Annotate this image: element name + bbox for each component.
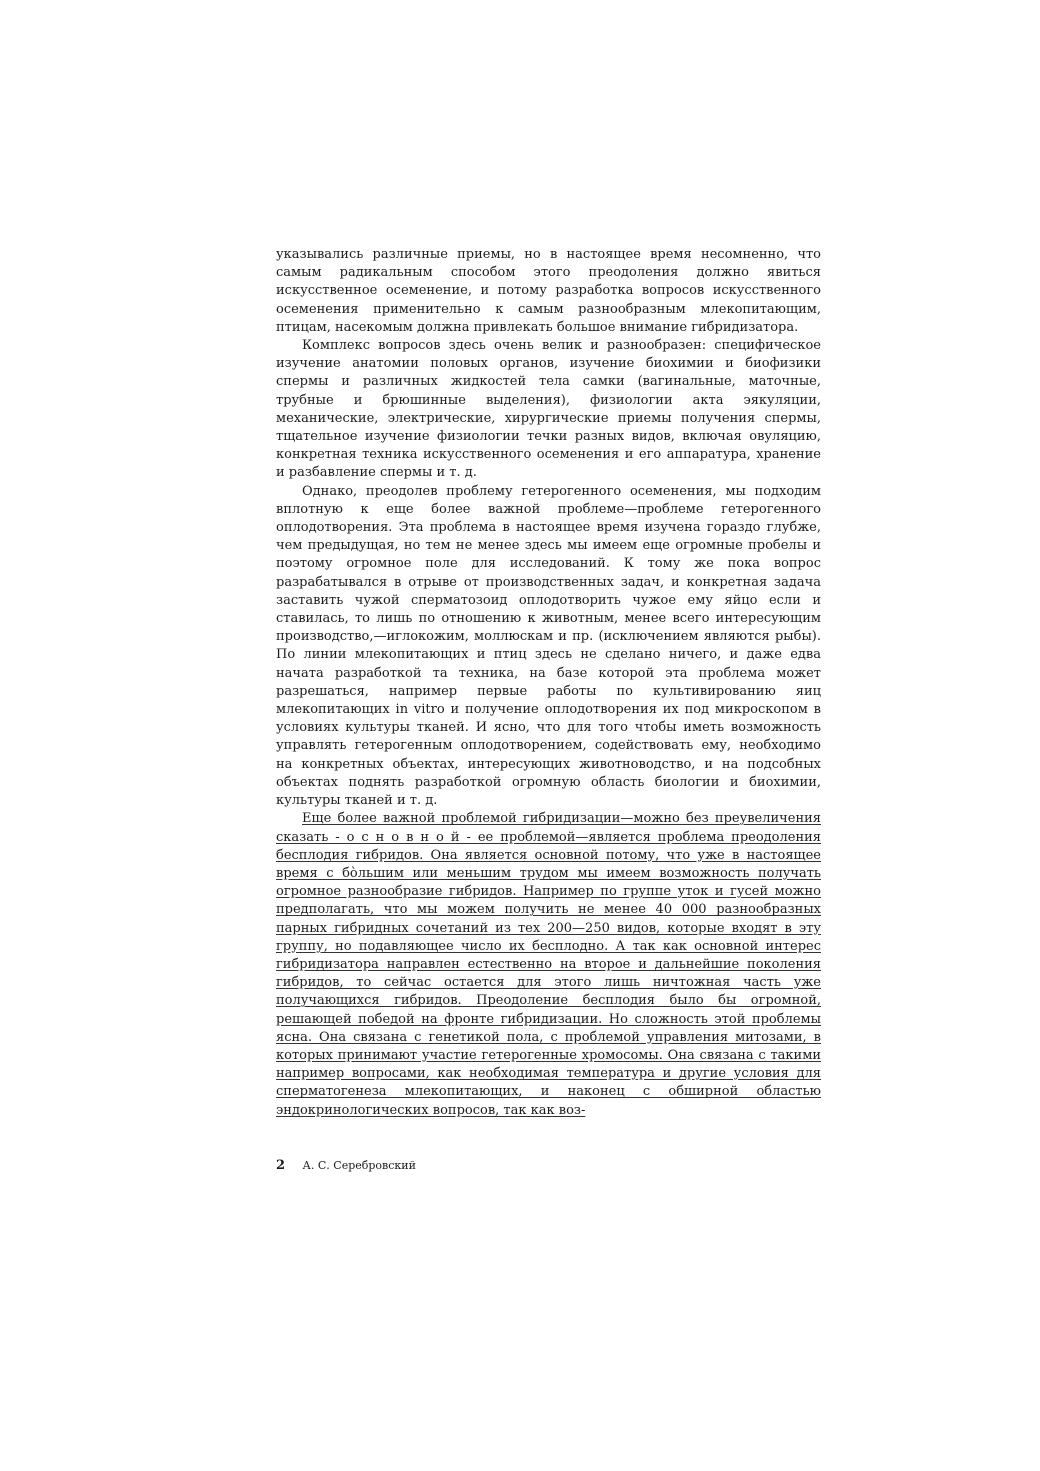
paragraph-4: Еще более важной проблемой гибридизации—можно без преувеличения сказать - о с н о в н о й - ее проблемой—является проблема преодоления бесплодия гибридов. Она является основной потому, что уже в настоящее время с бо̀льшим или меньшим трудом мы имеем возможность получать огромное разнообразие гибридов. Например по группе уток и гусей можно предполагать, что мы можем получить не менее 40 000 разнообразных парных гибридных сочетаний из тех 200—250 видов, которые входят в эту группу, но подавляющее число их бесплодно. А так как основной интерес гибридизатора направлен естественно на второе и дальнейшие поколения гибридов, то сейчас остается для этого лишь ничтожная часть уже получающихся гибридов. Преодоление бесплодия было бы огромной, решающей победой на фронте гибридизации. Но сложность этой проблемы ясна. Она связана с генетикой пола, с проблемой управления митозами, в которых принимают участие гетерогенные хромосомы. Она связана с такими например вопросами, как необходимая температура и другие условия для сперматогенеза млекопитающих, и наконец с обширной областью эндокринологических вопросов, так как воз- [276, 811, 821, 1118]
paragraph-2: Комплекс вопросов здесь очень велик и разнообразен: специфическое изучение анатомии половых органов, изучение биохимии и биофизики спермы и различных жидкостей тела самки (вагинальные, маточные, трубные и брюшинные выделения), физиологии акта эякуляции, механические, электрические, хирургические приемы получения спермы, тщательное изучение физиологии течки разных видов, включая овуляцию, конкретная техника искусственного осеменения и его аппаратура, хранение и разбавление спермы и т. д. [276, 338, 821, 481]
author-name: А. С. Серебровский [302, 1159, 416, 1172]
page-body [276, 246, 821, 1120]
paragraph-1: указывались различные приемы, но в настоящее время несомненно, что самым радикальным способом этого преодоления должно явиться искусственное осеменение, и потому разработка вопросов искусственного осеменения применительно к самым разнообразным млекопитающим, птицам, насекомым должна привлекать большое внимание гибридизатора. [276, 247, 821, 335]
page-footer [276, 1158, 416, 1173]
paragraph-3: Однако, преодолев проблему гетерогенного осеменения, мы подходим вплотную к еще более важной проблеме—проблеме гетерогенного оплодотворения. Эта проблема в настоящее время изучена гораздо глубже, чем предыдущая, но тем не менее здесь мы имеем еще огромные пробелы и поэтому огромное поле для исследований. К тому же пока вопрос разрабатывался в отрыве от производственных задач, и конкретная задача заставить чужой сперматозоид оплодотворить чужое ему яйцо если и ставилась, то лишь по отношению к животным, менее всего интересующим производство,—иглокожим, моллюскам и пр. (исключением являются рыбы). По линии млекопитающих и птиц здесь не сделано ничего, и даже едва начата разработкой та техника, на базе которой эта проблема может разрешаться, например первые работы по культивированию яиц млекопитающих in vitro и получение оплодотворения их под микроскопом в условиях культуры тканей. И ясно, что для того чтобы иметь возможность управлять гетерогенным оплодотворением, содействовать ему, необходимо на конкретных объектах, интересующих животноводство, и на подсобных объектах поднять разработкой огромную область биологии и биохимии, культуры тканей и т. д. [276, 483, 821, 809]
page-number: 2 [276, 1158, 286, 1173]
